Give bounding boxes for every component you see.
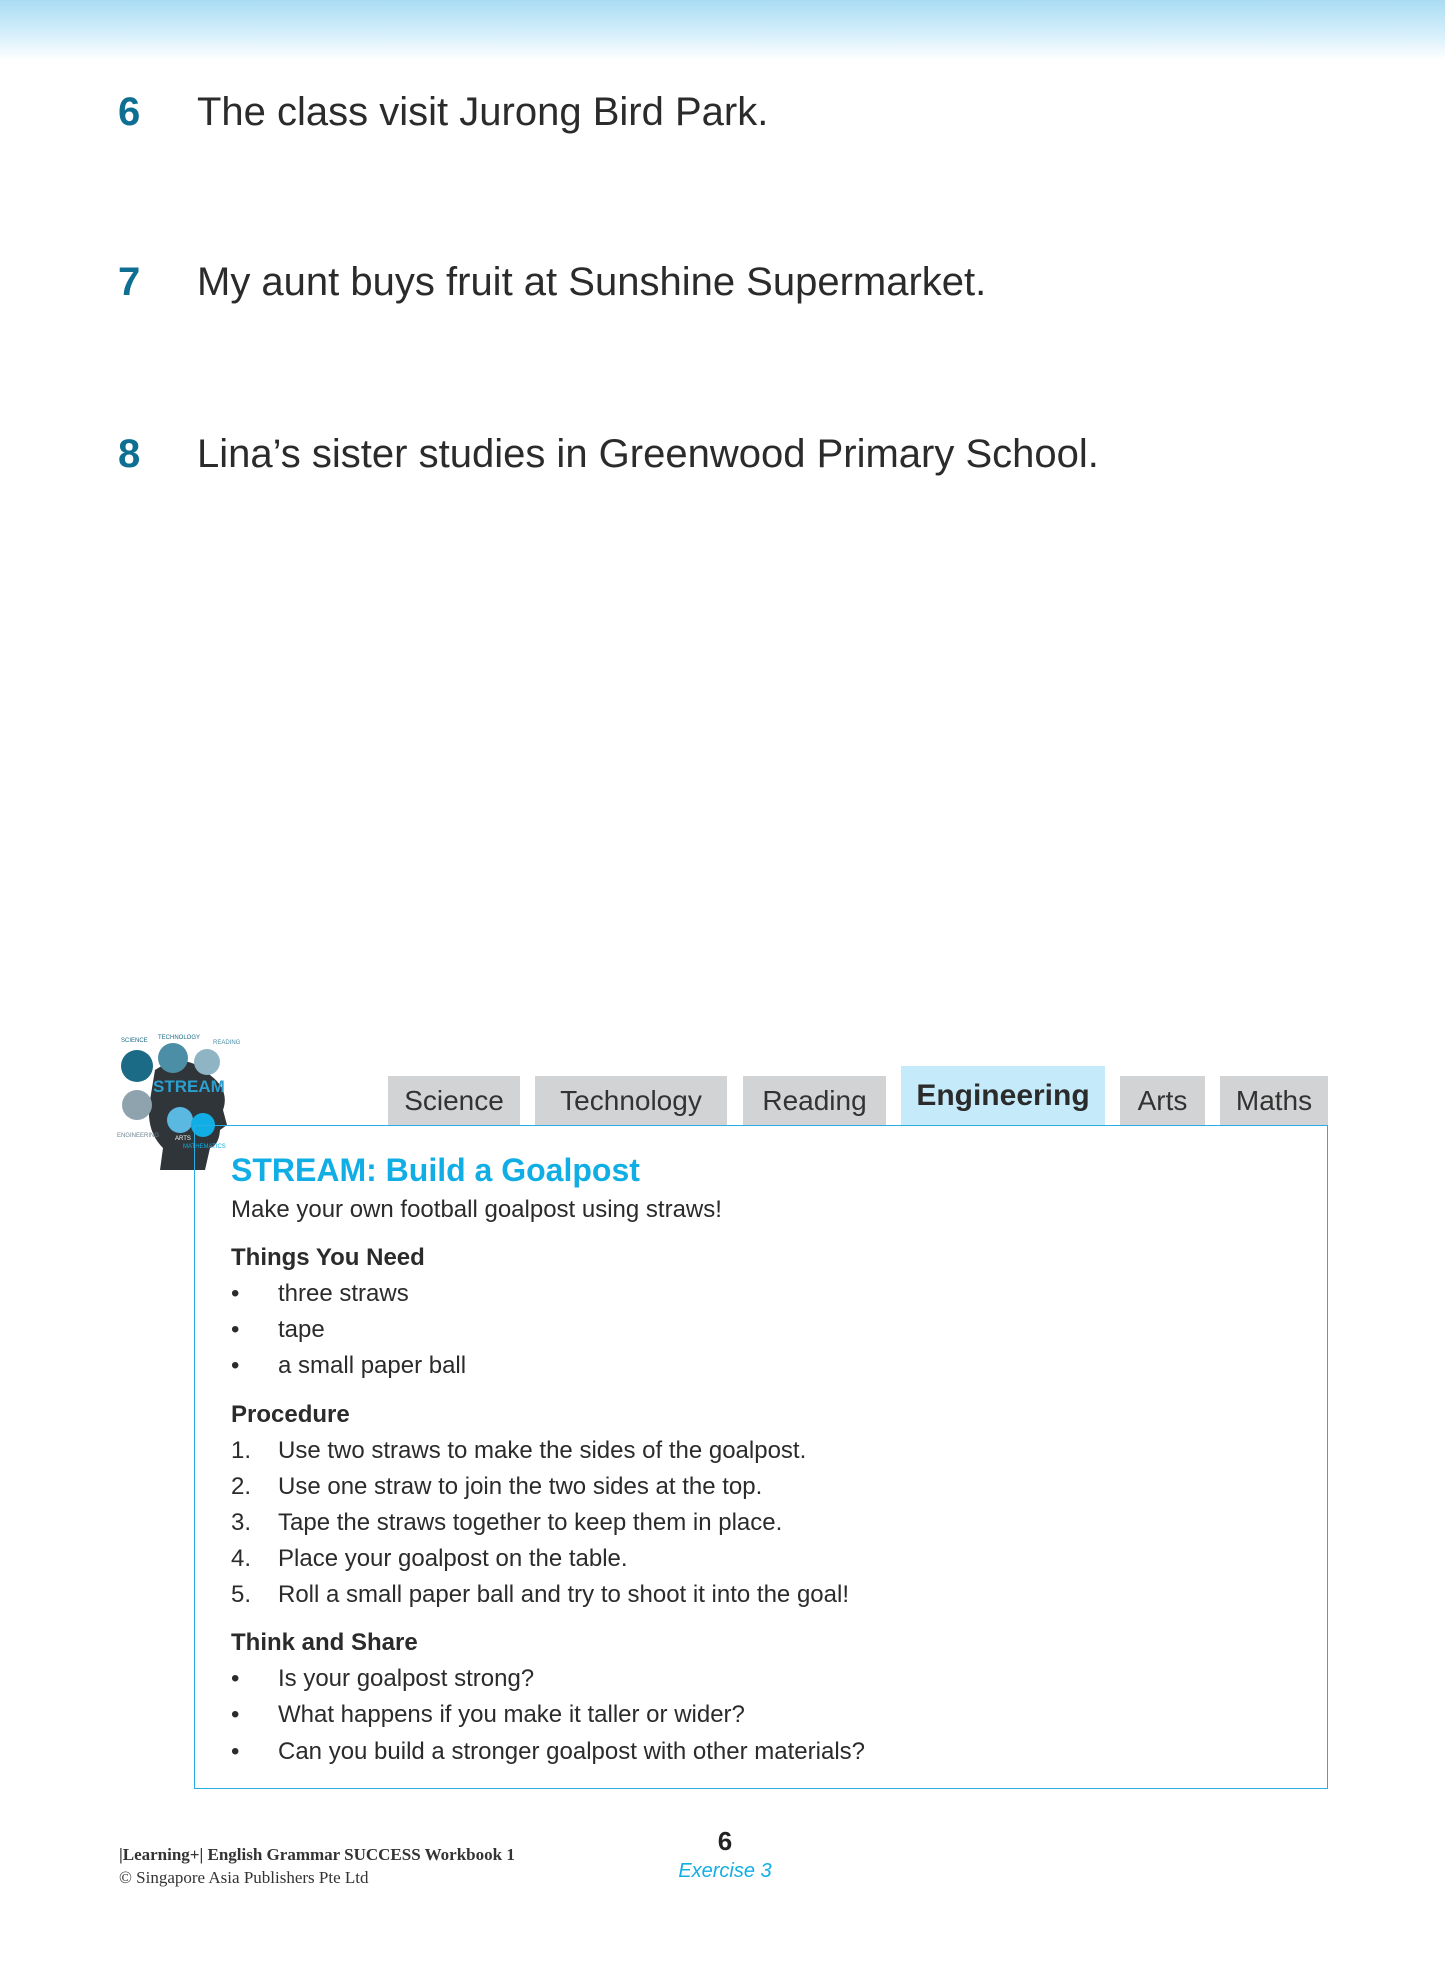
question-number: 6 (118, 90, 141, 134)
procedure-step: Roll a small paper ball and try to shoot it into the goal! (278, 1581, 849, 1608)
tab-science[interactable]: Science (388, 1076, 520, 1125)
footer-book-title: |Learning+| English Grammar SUCCESS Workbook 1 (119, 1845, 515, 1864)
question-text: The class visit Jurong Bird Park. (197, 90, 769, 134)
tab-arts[interactable]: Arts (1120, 1076, 1205, 1125)
question-text: My aunt buys fruit at Sunshine Supermarket. (197, 260, 987, 304)
activity-intro: Make your own football goalpost using straws! (231, 1196, 722, 1223)
question-text: Lina’s sister studies in Greenwood Primary School. (197, 432, 1099, 476)
tab-engineering[interactable]: Engineering (901, 1066, 1105, 1125)
activity-title: STREAM: Build a Goalpost (231, 1152, 640, 1188)
svg-text:MATHEMATICS: MATHEMATICS (183, 1144, 226, 1150)
question-7 (118, 260, 986, 305)
step-number: 5. (231, 1581, 252, 1608)
svg-text:ENGINEERING: ENGINEERING (117, 1133, 160, 1139)
footer-copyright: © Singapore Asia Publishers Pte Ltd (119, 1868, 369, 1887)
think-item: Can you build a stronger goalpost with other materials? (278, 1738, 865, 1765)
svg-text:READING: READING (213, 1040, 241, 1046)
procedure-step: Place your goalpost on the table. (278, 1545, 628, 1572)
question-number: 7 (118, 260, 141, 304)
page-number: 6 (717, 1826, 733, 1856)
list-item: three straws (278, 1280, 409, 1307)
tab-maths[interactable]: Maths (1220, 1076, 1328, 1125)
svg-text:ARTS: ARTS (175, 1136, 191, 1142)
list-item: a small paper ball (278, 1352, 467, 1379)
think-item: Is your goalpost strong? (278, 1665, 535, 1692)
bullet: • (231, 1701, 240, 1728)
bullet: • (231, 1280, 240, 1307)
question-number: 8 (118, 432, 141, 476)
procedure-step: Tape the straws together to keep them in place. (278, 1509, 783, 1536)
bullet: • (231, 1352, 240, 1379)
procedure-heading: Procedure (231, 1401, 350, 1428)
exercise-label: Exercise 3 (678, 1860, 772, 1882)
think-item: What happens if you make it taller or wider? (278, 1701, 745, 1728)
procedure-step: Use two straws to make the sides of the goalpost. (278, 1437, 807, 1464)
bullet: • (231, 1665, 240, 1692)
tab-technology[interactable]: Technology (535, 1076, 727, 1125)
bullet: • (231, 1316, 240, 1343)
things-heading: Things You Need (231, 1244, 425, 1271)
bullet: • (231, 1738, 240, 1765)
procedure-step: Use one straw to join the two sides at the top. (278, 1473, 763, 1500)
step-number: 2. (231, 1473, 252, 1500)
svg-text:STREAM: STREAM (153, 1077, 225, 1096)
think-heading: Think and Share (231, 1629, 418, 1656)
step-number: 4. (231, 1545, 252, 1572)
svg-text:SCIENCE: SCIENCE (121, 1038, 148, 1044)
step-number: 1. (231, 1437, 252, 1464)
header-band (0, 0, 1445, 60)
list-item: tape (278, 1316, 325, 1343)
tab-reading[interactable]: Reading (743, 1076, 886, 1125)
step-number: 3. (231, 1509, 252, 1536)
question-6 (118, 90, 768, 135)
question-8 (118, 432, 1099, 477)
svg-text:TECHNOLOGY: TECHNOLOGY (158, 1035, 201, 1041)
